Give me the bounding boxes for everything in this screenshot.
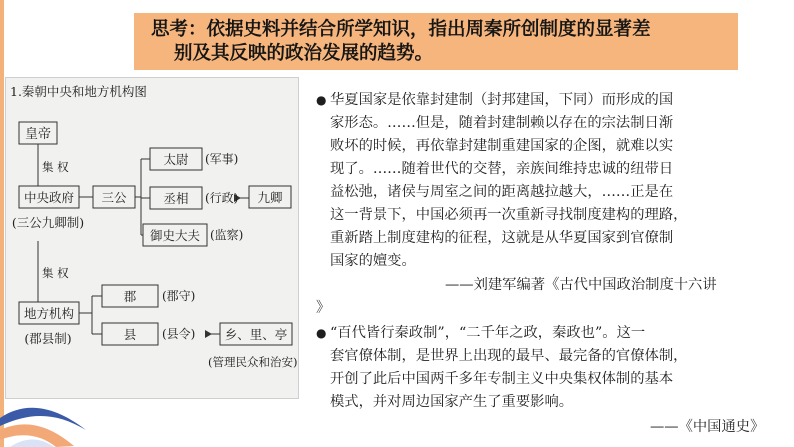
central-gov-label: 中央政府 [23,190,75,205]
nine-ministers-label: 九卿 [257,190,283,205]
passage-1-line: 重新踏上制度建构的征程，这就是从华夏国家到官僚制 [330,230,674,246]
township-note: (管理民众和治安) [208,355,298,369]
passage-1-source-tail: 》 [316,300,331,316]
taiwei-label: 太尉 [163,152,189,167]
passage-2-line: 开创了此后中国两千多年专制主义中央集权体制的基本 [330,371,674,387]
commandery-role: (郡守) [162,289,196,303]
three-dukes-label: 三公 [101,190,127,205]
question-title-box [134,13,738,70]
county-role: (县令) [162,327,196,341]
diagram-svg [6,78,300,400]
passage-1-line: 这一背景下，中国必须再一次重新寻找制度建构的理路， [330,207,688,223]
passage-2-line: “百代皆行秦政制”，“二千年之政，秦政也”。这一 [330,325,646,341]
passage-1-line: 益松弛，诸侯与周室之间的距离越拉越大，……正是在 [330,184,674,200]
commandery-label: 郡 [123,289,137,304]
yushi-role: (监察) [210,228,244,242]
central-system-note: (三公九卿制) [11,215,85,230]
passage-1-line: 国家的嬗变。 [330,253,416,269]
question-title-line1: 思考：依据史料并结合所学知识，指出周秦所创制度的显著差 [151,19,651,40]
local-power-label: 集 权 [42,266,69,280]
local-system-note: (郡县制) [24,331,72,346]
question-title-line2: 别及其反映的政治发展的趋势。 [174,43,434,64]
passage-1-line: 败坏的时候，再依靠封建制重建国家的企图，就难以实 [330,138,674,154]
corner-swoosh-decoration [0,360,90,447]
bullet-icon: ● [316,93,327,107]
emperor-label: 皇帝 [24,127,52,142]
county-label: 县 [123,327,137,342]
passage-1-line: 华夏国家是依靠封建制（封邦建国，下同）而形成的国 [330,92,674,108]
taiwei-role: (军事) [205,152,239,166]
passage-1-line: 现了。……随着世代的交替，亲族间维持忠诚的纽带日 [330,161,674,177]
passage-1-source: ——刘建军编著《古代中国政治制度十六讲 [445,277,717,293]
township-label: 乡、里、亭 [224,327,288,342]
local-gov-label: 地方机构 [23,306,75,321]
diagram-heading: 1.秦朝中央和地方机构图 [10,84,147,99]
passage-2-source: ——《中国通史》 [650,419,765,435]
passage-1 [316,89,790,273]
central-power-label: 集 权 [42,160,69,174]
chengxiang-label: 丞相 [163,191,189,206]
passage-1-line: 家形态。……但是，随着封建制赖以存在的宗法制日渐 [330,115,674,131]
qin-structure-diagram [5,77,299,399]
passage-2-line: 套官僚体制，是世界上出现的最早、最完备的官僚体制， [330,348,688,364]
chengxiang-role: (行政) [205,191,239,205]
passage-2 [316,322,790,414]
bullet-icon: ● [316,326,327,340]
yushi-label: 御史大夫 [149,228,201,243]
passage-2-line: 模式，并对周边国家产生了重要影响。 [330,394,574,410]
